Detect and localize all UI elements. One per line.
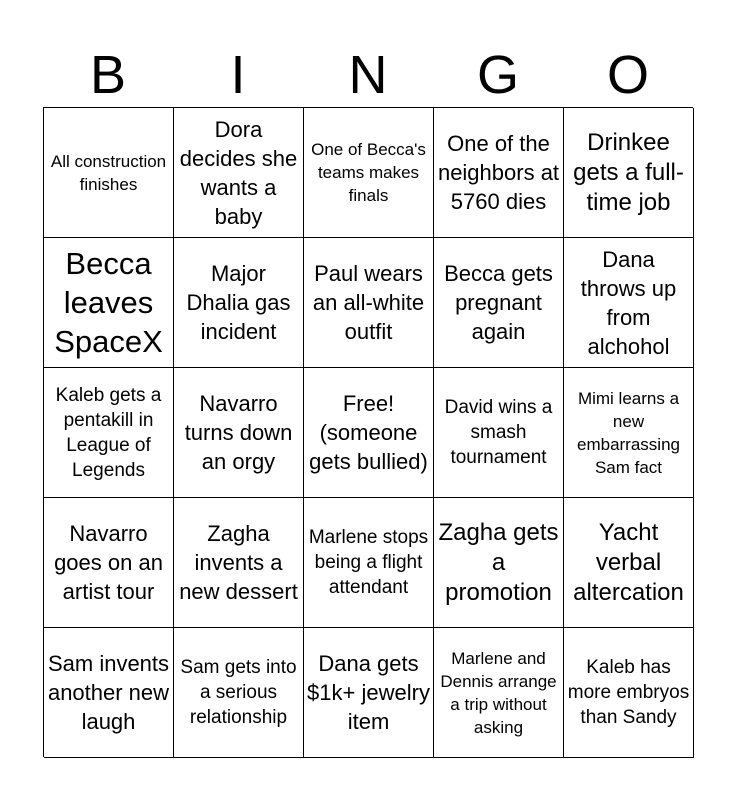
bingo-cell[interactable] [564,368,694,498]
bingo-cell[interactable] [44,628,174,758]
cell-text: Dana throws up from alchohol [580,246,677,359]
bingo-cell[interactable] [564,238,694,368]
header-letter-b: B [89,45,127,105]
bingo-cell[interactable] [174,498,304,628]
bingo-cell[interactable] [304,108,434,238]
cell-text: Becca gets pregnant again [444,261,553,344]
bingo-cell[interactable] [44,368,174,498]
cell-text: Mimi learns a new embarrassing Sam fact [577,388,680,477]
bingo-cell[interactable] [174,628,304,758]
bingo-cell[interactable] [44,238,174,368]
header-letter-o: O [606,45,649,105]
bingo-cell[interactable] [174,368,304,498]
cell-text: Dora decides she wants a baby [179,116,298,229]
cell-text: Sam invents another new laugh [47,651,170,734]
cell-text: Paul wears an all-white outfit [312,261,425,344]
bingo-cell[interactable] [434,368,564,498]
cell-text: Zagha invents a new dessert [179,521,298,604]
cell-text: Zagha gets a promotion [438,518,559,606]
bingo-cell[interactable] [174,238,304,368]
cell-text: Yacht verbal altercation [573,518,684,606]
bingo-cell[interactable] [434,498,564,628]
cell-text: Kaleb gets a pentakill in League of Legends [55,384,162,481]
header-letter-g: G [476,45,519,105]
cell-text: Major Dhalia gas incident [186,261,291,344]
header-letter-n: N [348,45,388,105]
bingo-grid [43,107,693,757]
cell-text: Drinkee gets a full-time job [573,128,684,216]
bingo-cell[interactable] [564,108,694,238]
cell-text: All construction finishes [50,151,167,194]
bingo-cell[interactable] [174,108,304,238]
header-letter-i: I [230,45,246,105]
bingo-cell[interactable] [564,498,694,628]
bingo-cell[interactable] [304,628,434,758]
cell-text: David wins a smash tournament [444,397,553,468]
bingo-cell[interactable] [564,628,694,758]
bingo-cell[interactable] [304,368,434,498]
cell-text: Becca leaves SpaceX [54,246,163,359]
cell-text: Navarro goes on an artist tour [54,521,163,604]
bingo-cell[interactable] [44,108,174,238]
bingo-cell[interactable] [434,628,564,758]
bingo-cell[interactable] [434,108,564,238]
cell-text: One of the neighbors at 5760 dies [437,131,560,214]
bingo-cell[interactable] [44,498,174,628]
bingo-cell[interactable] [304,238,434,368]
bingo-header [43,44,693,106]
bingo-cell[interactable] [434,238,564,368]
cell-text: One of Becca's teams makes finals [311,140,426,205]
cell-text: Kaleb has more embryos than Sandy [567,657,690,728]
cell-text: Sam gets into a serious relationship [180,657,297,728]
bingo-cell[interactable] [304,498,434,628]
cell-text: Navarro turns down an orgy [184,391,293,474]
cell-text: Marlene stops being a flight attendant [308,527,429,598]
cell-text: Free! (someone gets bullied) [309,391,428,474]
cell-text: Marlene and Dennis arrange a trip without asking [440,648,557,737]
cell-text: Dana gets $1k+ jewelry item [307,651,430,734]
